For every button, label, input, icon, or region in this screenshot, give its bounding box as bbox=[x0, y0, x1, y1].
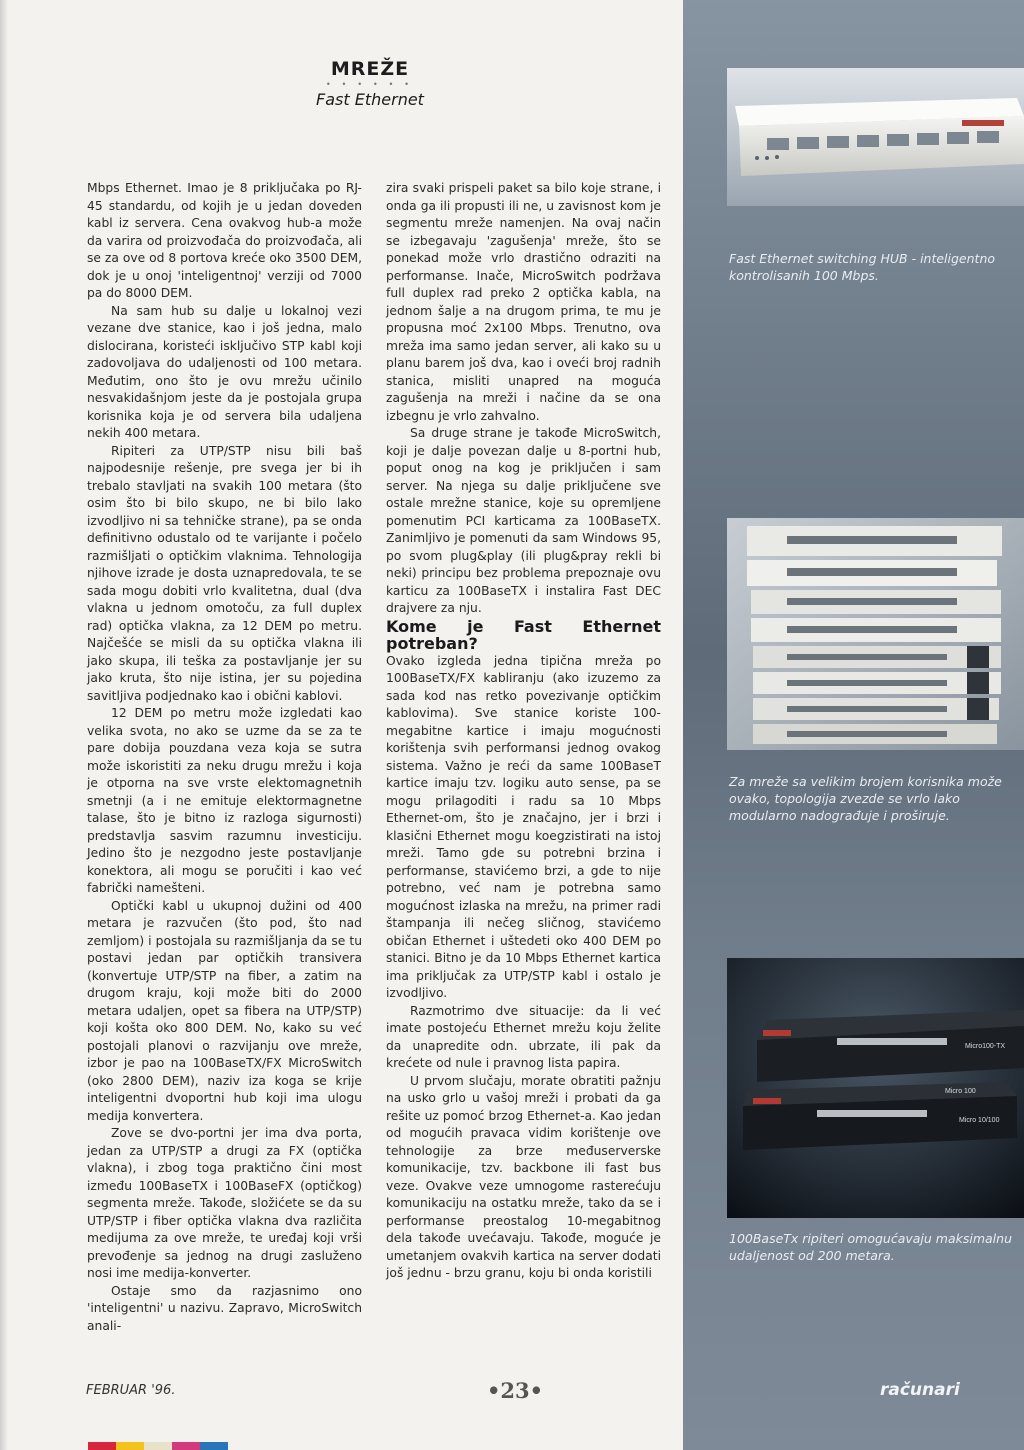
device-label: Micro100-TX bbox=[965, 1043, 1006, 1050]
paragraph: U prvom slučaju, morate obratiti pažnju na usko grlo u vašoj mreži i probati da ga rešite uz pomoć brzog Ethernet-a. Kao jedan od mogućih pravaca vidim korištenje ove tehnologije za brze međuserverske komunikacije, tzv. backbone ili fast bus veze. Ovakve veze umnogome rasterećuju komunikaciju na ostatku mreže, tako da se i performanse preostalog 10-megabitnog dela takođe uvećavaju. Takođe, moguće je umetanjem ovakvih kartica na server dodati još jednu - brzu granu, koju bi onda koristili bbox=[386, 1073, 661, 1280]
stacked-hubs-photo bbox=[727, 518, 1024, 750]
paragraph: Optički kabl u ukupnoj dužini od 400 metara je razvučen (što pod, što nad zemljom) i postojala su razmišljanja da se tu postavi jedan par optičkih transivera (konvertuje UTP/STP na fiber, a zatim na drugom kraju, koji može biti do 2000 metara udaljen, opet sa fibera na UTP/STP) koji košta oko 800 DEM. No, kako su već postojali planovi o razvijanju ove mreže, izbor je pao na 100BaseTX/FX MicroSwitch (oko 2800 DEM), naziv iza koga se krije inteligentni dvoportni hub koji ima ulogu medija konvertera. bbox=[87, 898, 362, 1123]
photo-caption-repeaters: 100BaseTx ripiteri omogućavaju maksimalnu udaljenost od 200 metara. bbox=[729, 1231, 1013, 1263]
section-heading: Kome je Fast Ethernet potreban? bbox=[386, 616, 661, 653]
paragraph: Ripiteri za UTP/STP nisu bili baš najpodesnije rešenje, pre svega jer bi ih trebalo stavljati na svakih 100 metara (što osim što bi bilo skupo, ne bi bilo lako izvodljivo ni sa tehničke strane), pa se onda definitivno odustalo od te varijante i počelo razmišljati o optičkim vlaknima. Tehnologija njihove izrade je dosta uznapredovala, te se sada mogu dobiti vrlo kvalitetna, dual (dva vlakna u jednom omotoču, za full duplex rad) optička vlakna, za 12 DEM po metru. Najčešće se misli da su optička vlakna ili jako skupa, ili teška za postavljanje jer su jako kruta, što nije istina, jer su pojedina savitljiva podjednako kao i obični kablovi. bbox=[87, 443, 362, 703]
paragraph: Zove se dvo-portni jer ima dva porta, jedan za UTP/STP a drugi za FX (optička vlakna), i zbog toga praktično čini most između 100BaseTX i 100BaseFX (optičkog) segmenta mreže. Takođe, složićete se da su UTP/STP i fiber optička vlakna dva različita medijuma za ove mreže, te uređaj koji vrši prevođenje sa jednog na drugi zasluženo nosi ime medija-konverter. bbox=[87, 1126, 362, 1280]
paragraph: Ostaje smo da razjasnimo ono 'inteligentni' u nazivu. Zapravo, MicroSwitch anali- bbox=[87, 1283, 362, 1333]
page-binding-shadow bbox=[0, 0, 8, 1450]
page-number: •23• bbox=[486, 1378, 544, 1403]
paragraph: Razmotrimo dve situacije: da li već imate postojeću Ethernet mrežu koju želite da unapredite odn. ubrzate, ili pak da krećete od nule i pravnog lista papira. bbox=[386, 1003, 661, 1070]
paragraph: Sa druge strane je takođe MicroSwitch, koji je dalje povezan dalje u 8-portni hub, poput onog na kog je priključen i sam server. Na njega su dalje priključene sve ostale mrežne stanice, koje su opremljene pomenutim PCI karticama za 100BaseTX. Zanimljivo je pomenuti da sam Windows 95, po svom plug&play (ili plug&pray rekli bi neki) principu bez problema prepoznaje ovu karticu za 100BaseTX i instalira Fast DEC drajvere za nju. bbox=[386, 426, 661, 615]
paragraph: zira svaki prispeli paket sa bilo koje strane, i onda ga ili propusti ili ne, u zavisnost kom je segmentu mreže namenjen. Na ovaj način se izbegavaju 'zagušenja' mreže, što se ponekad može vrlo drastično odraziti na performanse. Inače, MicroSwitch podržava full duplex rad preko 2 optička kabla, na jednom šalje a na drugom prima, te mu je propusna moć 2x100 Mbps. Trenutno, ova mreža ima samo jedan server, ali kako su u planu barem još dva, kao i oveći broj radnih stanica, misliti unapred na moguća zagušenja na mreži i načine da se ona izbegnu je vrlo zahvalno. bbox=[386, 181, 661, 423]
device-label: Micro 10/100 bbox=[959, 1117, 1000, 1124]
switching-hub-illustration bbox=[727, 68, 1024, 206]
photo-caption-hub: Fast Ethernet switching HUB - inteligentno kontrolisanih 100 Mbps. bbox=[729, 251, 996, 283]
repeaters-photo bbox=[727, 958, 1024, 1218]
magazine-name: računari bbox=[880, 1380, 960, 1400]
section-title: MREŽE bbox=[330, 58, 410, 80]
paragraph: 12 DEM po metru može izgledati kao velika svota, no ako se uzme da se za te pare dobija pouzdana veza koja se sutra može iskoristiti za neku drugu mrežu i koja je otporna na sve vrste elektomagnetnih smetnji (a i ne emituje elektormagnetne talase, što je bitno iz razloga sigurnosti) predstavlja sasvim razumnu investiciju. Jedino što je nezgodno jeste postavljanje konektora, ali mogu se poručiti i kao već fabrički namešteni. bbox=[87, 706, 362, 895]
paragraph: Na sam hub su dalje u lokalnoj vezi vezane dve stanice, kao i još jedna, malo dislocirana, koristeći isključivo STP kabl koji zadovoljava do udaljenosti od 100 metara. Međutim, ono što je ovu mrežu učinilo nesvakidašnjom jeste da je postojala grupa korisnika koja je od servera bila udaljena nekih 400 metara. bbox=[87, 303, 362, 440]
print-color-bar bbox=[88, 1442, 228, 1450]
section-decoration-dots: • • • • • • bbox=[326, 79, 414, 89]
paragraph: Ovako izgleda jedna tipična mreža po 100BaseTX/FX kabliranju (ako izuzemo za sada kod nas retko povezivanje optičkim kablovima). Sve stanice koriste 100-megabitne kartice i imaju mogućnosti korištenja svih performansi jednog ovakog sistema. Važno je reći da same 100BaseT kartice imaju tzv. logiku auto sense, pa se mogu prilagoditi i radu sa 10 Mbps Ethernet-om, što je značajno, jer i brzi i klasični Ethernet mogu koegzistirati na istoj mreži. Tamo gde su potrebni brzina i performanse, stavićemo brzi, a gde to nije potrebno, već nam je potrebna samo mogućnost izlaska na mrežu, na primer radi štampanja ili nečeg sličnog, stavićemo običan Ethernet i uštedeti oko 400 DEM po stanici. Bitno je da 10 Mbps Ethernet kartica ima priključak za UTP/STP kabl i ostalo je izvodljivo. bbox=[386, 653, 661, 1000]
paragraph: Mbps Ethernet. Imao je 8 priključaka po RJ-45 standardu, od kojih je u jedan doveden kabl iz servera. Cena ovakvog hub-a može da varira od proizvođača do proizvođača, ali se za ove od 8 portova kreće oko 3500 DEM, dok je u onoj 'inteligentnoj' verziji od 7000 pa do 8000 DEM. bbox=[87, 181, 362, 300]
photo-caption-stack: Za mreže sa velikim brojem korisnika može ovako, topologija zvezde se vrlo lako modularno nadograđuje i proširuje. bbox=[729, 774, 1002, 823]
repeaters-illustration bbox=[727, 958, 1024, 1218]
issue-date: FEBRUAR '96. bbox=[86, 1383, 176, 1398]
article-subtitle: Fast Ethernet bbox=[316, 90, 424, 109]
article-column-left bbox=[87, 180, 362, 1335]
article-column-right bbox=[386, 180, 661, 1283]
device-label: Micro 100 bbox=[945, 1088, 976, 1095]
switching-hub-photo bbox=[727, 68, 1024, 206]
stacked-hubs-illustration bbox=[727, 518, 1024, 750]
